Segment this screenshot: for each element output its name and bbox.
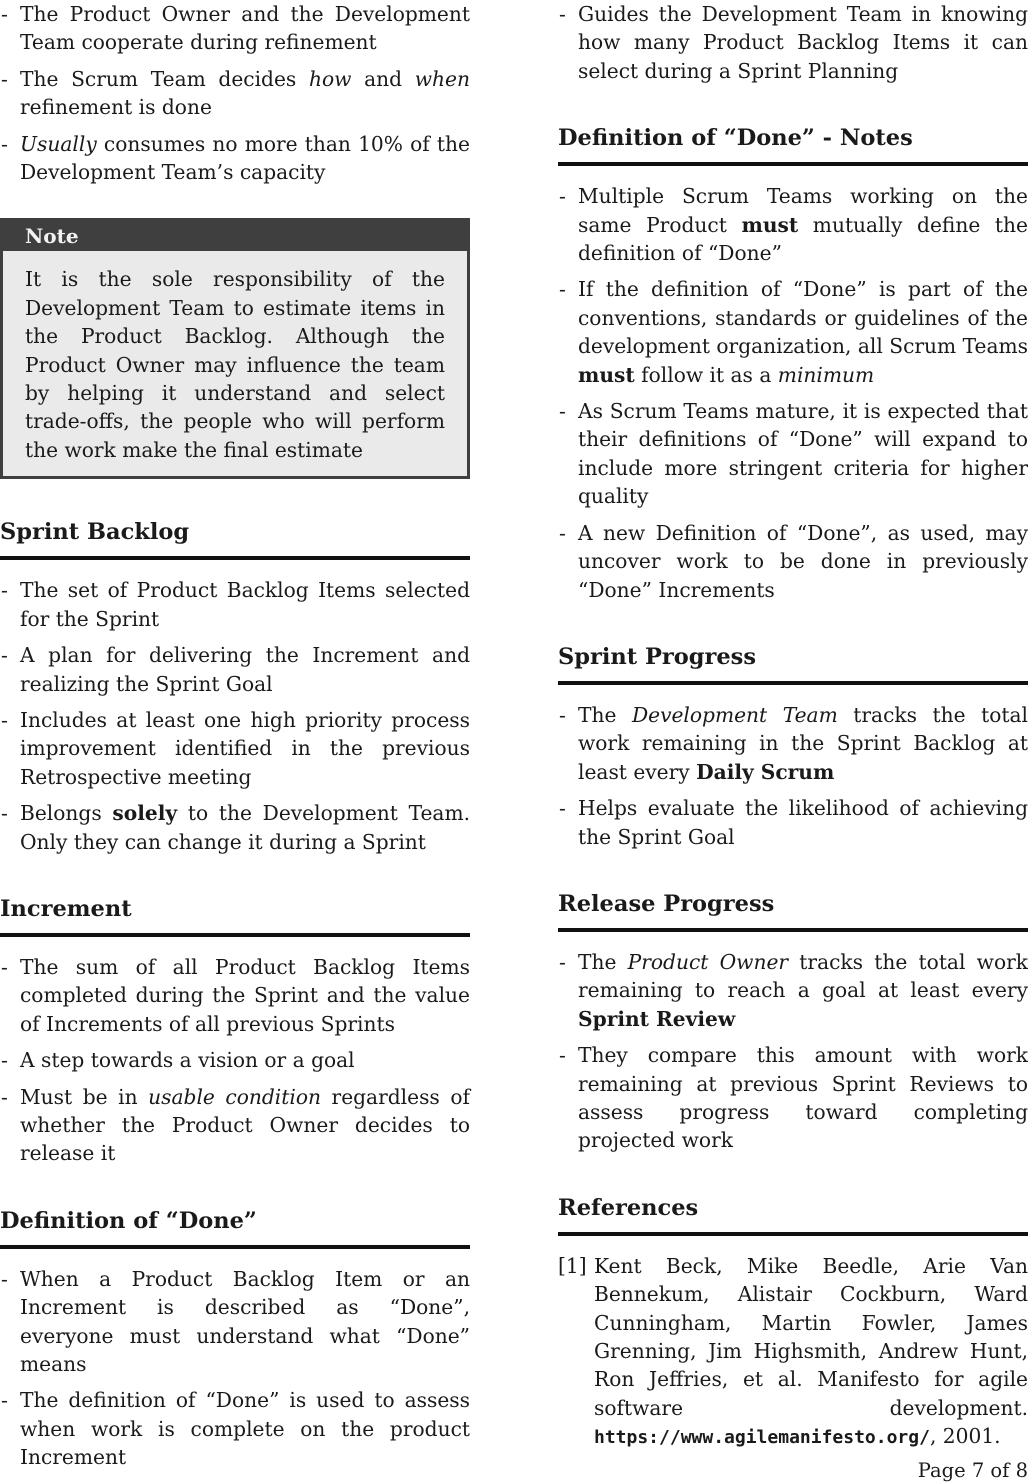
section-title: Increment — [0, 894, 470, 937]
text-run: when — [414, 66, 470, 91]
reference-number: [1] — [558, 1253, 587, 1278]
text-run: Helps evaluate the likelihood of achieving the Sprint Goal — [578, 796, 1028, 849]
reference-entry — [558, 1252, 1028, 1453]
list-item — [558, 948, 1028, 1033]
sprint-backlog-list — [0, 576, 470, 856]
reference-suffix: , 2001. — [929, 1424, 1001, 1449]
text-run: Multiple Scrum Teams working on the same Product — [578, 184, 1028, 237]
text-run: Daily Scrum — [696, 759, 835, 784]
section-title: Sprint Backlog — [0, 517, 470, 560]
section-sprint-progress — [558, 642, 1028, 851]
text-run: solely — [112, 801, 178, 826]
reference-url-link[interactable]: https://www.agilemanifesto.org/ — [594, 1427, 930, 1449]
page-number: Page 7 of 8 — [917, 1459, 1028, 1482]
list-item — [0, 799, 470, 856]
note-box — [0, 218, 470, 479]
section-increment — [0, 894, 470, 1168]
text-run: Includes at least one high priority process improvement identified in the previous Retrospective meeting — [20, 707, 470, 789]
text-run: The — [578, 949, 628, 974]
list-item — [0, 1046, 470, 1074]
text-run: refinement is done — [20, 95, 212, 120]
list-item — [0, 953, 470, 1038]
reference-text: Kent Beck, Mike Beedle, Arie Van Bennekum, Alistair Cockburn, Ward Cunningham, Martin Fowler, James Grenning, Jim Highsmith, Andrew Hunt, Ron Jeffries, et al. Manifesto for agile software development. — [594, 1253, 1028, 1420]
left-column — [0, 0, 470, 1480]
section-title: Release Progress — [558, 889, 1028, 932]
text-run: consumes no more than 10% of the Development Team’s capacity — [20, 131, 470, 185]
section-title: References — [558, 1193, 1028, 1236]
text-run: Must be in — [20, 1084, 149, 1109]
text-run: must — [741, 212, 799, 237]
note-title: Note — [3, 221, 467, 251]
text-run: A plan for delivering the Increment and realizing the Sprint Goal — [20, 643, 470, 696]
section-sprint-backlog — [0, 517, 470, 856]
sprint-progress-list — [558, 701, 1028, 851]
continued-list — [558, 0, 1028, 85]
list-item — [558, 1041, 1028, 1155]
section-references — [558, 1193, 1028, 1453]
text-run: usable condition — [148, 1084, 321, 1109]
increment-list — [0, 953, 470, 1168]
text-run: The definition of “Done” is used to assess when work is complete on the product Increment — [20, 1388, 470, 1470]
section-release-progress — [558, 889, 1028, 1155]
list-item — [558, 275, 1028, 389]
list-item — [558, 182, 1028, 267]
list-item — [0, 65, 470, 122]
list-item — [558, 0, 1028, 85]
list-item — [0, 1265, 470, 1379]
text-run: Belongs — [20, 801, 113, 826]
section-title: Sprint Progress — [558, 642, 1028, 685]
list-item — [558, 397, 1028, 511]
text-run: Product Owner — [627, 949, 789, 974]
text-run: tracks the total work remaining to reach a goal at least every — [578, 949, 1028, 1003]
note-body: It is the sole responsibility of the Development Team to estimate items in the Product Backlog. Although the Product Owner may influence the team by helping it understand and select trade-offs, the people who will perform the work make the final estimate — [25, 267, 445, 462]
text-run: The set of Product Backlog Items selected for the Sprint — [20, 578, 470, 631]
text-run: As Scrum Teams mature, it is expected that their definitions of “Done” will expand to include more stringent criteria for higher quality — [578, 399, 1028, 509]
list-item — [558, 519, 1028, 604]
list-item — [0, 130, 470, 187]
refinement-list — [0, 0, 470, 186]
text-run: how — [308, 66, 352, 91]
text-run: When a Product Backlog Item or an Increment is described as “Done”, everyone must understand what “Done” means — [20, 1266, 470, 1376]
list-item — [0, 0, 470, 57]
text-run: The Product Owner and the Development Team cooperate during refinement — [20, 2, 470, 55]
text-run: Sprint Review — [578, 1006, 736, 1031]
text-run: to the Development Team. Only they can change it during a Sprint — [20, 801, 471, 854]
section-definition-of-done — [0, 1206, 470, 1472]
text-run: The sum of all Product Backlog Items completed during the Sprint and the value of Increments of all previous Sprints — [20, 954, 470, 1036]
text-run: regardless of whether the Product Owner decides to release it — [20, 1084, 470, 1166]
section-title: Definition of “Done” - Notes — [558, 123, 1028, 166]
section-dod-notes — [558, 123, 1028, 604]
right-column — [558, 0, 1028, 1453]
list-item — [0, 576, 470, 633]
text-run: minimum — [777, 362, 875, 387]
text-run: must — [578, 362, 635, 387]
list-item — [0, 706, 470, 791]
text-run: follow it as a — [634, 362, 778, 387]
list-item — [0, 1386, 470, 1471]
references-list — [558, 1252, 1028, 1453]
text-run: Guides the Development Team in knowing how many Product Backlog Items it can select during a Sprint Planning — [578, 2, 1028, 83]
text-run: A new Definition of “Done”, as used, may uncover work to be done in previously “Done” Increments — [578, 520, 1028, 602]
text-run: The — [578, 702, 632, 727]
text-run: A step towards a vision or a goal — [20, 1048, 355, 1073]
text-run: mutually define the definition of “Done” — [578, 212, 1028, 266]
text-run: If the definition of “Done” is part of the conventions, standards or guidelines of the development organization, all Scrum Teams — [578, 277, 1028, 359]
list-item — [558, 794, 1028, 851]
dod-notes-list — [558, 182, 1028, 604]
text-run: They compare this amount with work remaining at previous Sprint Reviews to assess progress toward completing projected work — [578, 1043, 1028, 1153]
section-title: Definition of “Done” — [0, 1206, 470, 1249]
list-item — [0, 1083, 470, 1168]
definition-of-done-list — [0, 1265, 470, 1472]
list-item — [0, 641, 470, 698]
text-run: The Scrum Team decides — [20, 66, 309, 91]
text-run: Development Team — [631, 702, 838, 727]
list-item — [558, 701, 1028, 786]
release-progress-list — [558, 948, 1028, 1155]
text-run: tracks the total work remaining in the Sprint Backlog at least every — [578, 702, 1028, 784]
text-run: and — [351, 66, 415, 91]
text-run: Usually — [20, 131, 97, 156]
